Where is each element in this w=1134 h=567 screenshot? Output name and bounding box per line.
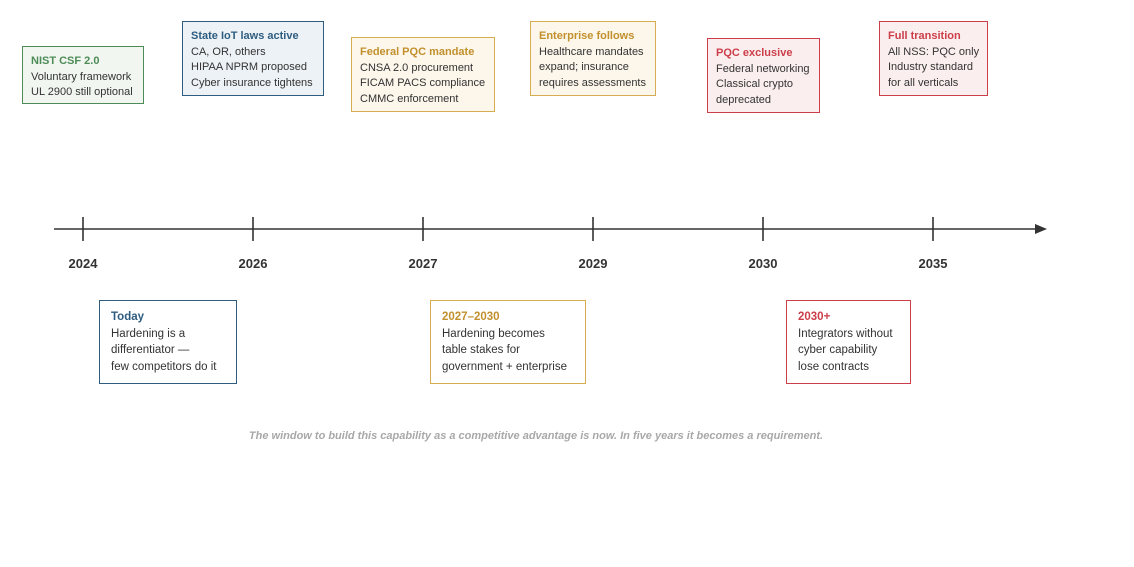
- milestone-line: Voluntary framework: [31, 70, 132, 83]
- phase-card-today: [99, 300, 237, 384]
- milestone-line: FICAM PACS compliance: [360, 77, 486, 89]
- milestone-card-enterprise-follows: [530, 21, 656, 96]
- phase-title: 2027–2030: [442, 311, 500, 323]
- phase-line: Hardening is a: [111, 327, 186, 340]
- milestone-title: Enterprise follows: [539, 30, 635, 42]
- milestone-line: CA, OR, others: [191, 45, 266, 58]
- milestone-card-state-iot: [182, 21, 324, 96]
- phase-title: Today: [111, 311, 145, 323]
- phase-line: differentiator —: [111, 344, 190, 356]
- milestone-line: expand; insurance: [539, 61, 629, 73]
- milestone-card-full-transition: [879, 21, 988, 96]
- milestone-line: CNSA 2.0 procurement: [360, 61, 474, 74]
- milestone-title: NIST CSF 2.0: [31, 55, 100, 67]
- footnote: The window to build this capability as a competitive advantage is now. In five years it becomes a requirement.: [248, 430, 824, 442]
- timeline-arrowhead: [1035, 224, 1047, 234]
- milestone-card-federal-pqc: [351, 37, 495, 112]
- year-label-2027: 2027: [408, 256, 438, 271]
- phase-line: few competitors do it: [111, 360, 217, 373]
- milestone-card-pqc-exclusive: [707, 38, 820, 113]
- year-label-2029: 2029: [578, 256, 608, 271]
- milestone-title: State IoT laws active: [191, 30, 299, 42]
- phase-card-2030-plus: [786, 300, 911, 384]
- milestone-card-nist-csf: [22, 46, 144, 104]
- milestone-title: Federal PQC mandate: [360, 46, 475, 58]
- year-label-2035: 2035: [918, 256, 948, 271]
- phase-line: Hardening becomes: [442, 327, 545, 340]
- phase-card-2027-2030: [430, 300, 586, 384]
- milestone-line: UL 2900 still optional: [31, 86, 133, 98]
- milestone-line: CMMC enforcement: [360, 92, 459, 105]
- year-label-2030: 2030: [748, 256, 778, 271]
- milestone-line: Cyber insurance tightens: [191, 76, 313, 89]
- milestone-line: HIPAA NPRM proposed: [191, 61, 307, 73]
- phase-line: cyber capability: [798, 344, 878, 356]
- phase-title: 2030+: [798, 311, 831, 323]
- milestone-title: Full transition: [888, 30, 961, 42]
- milestone-title: PQC exclusive: [716, 47, 793, 59]
- phase-line: table stakes for: [442, 344, 520, 356]
- milestone-line: requires assessments: [539, 76, 646, 89]
- phase-line: government + enterprise: [442, 360, 567, 373]
- milestone-line: Healthcare mandates: [539, 45, 644, 58]
- milestone-line: Classical crypto: [716, 78, 794, 90]
- milestone-line: Industry standard: [888, 61, 973, 73]
- milestone-line: for all verticals: [888, 76, 959, 89]
- milestone-line: Federal networking: [716, 62, 810, 75]
- milestone-line: All NSS: PQC only: [888, 45, 980, 58]
- milestone-line: deprecated: [716, 93, 772, 106]
- year-label-2024: 2024: [68, 256, 98, 271]
- year-label-2026: 2026: [238, 256, 268, 271]
- phase-line: lose contracts: [798, 360, 869, 373]
- phase-line: Integrators without: [798, 327, 893, 340]
